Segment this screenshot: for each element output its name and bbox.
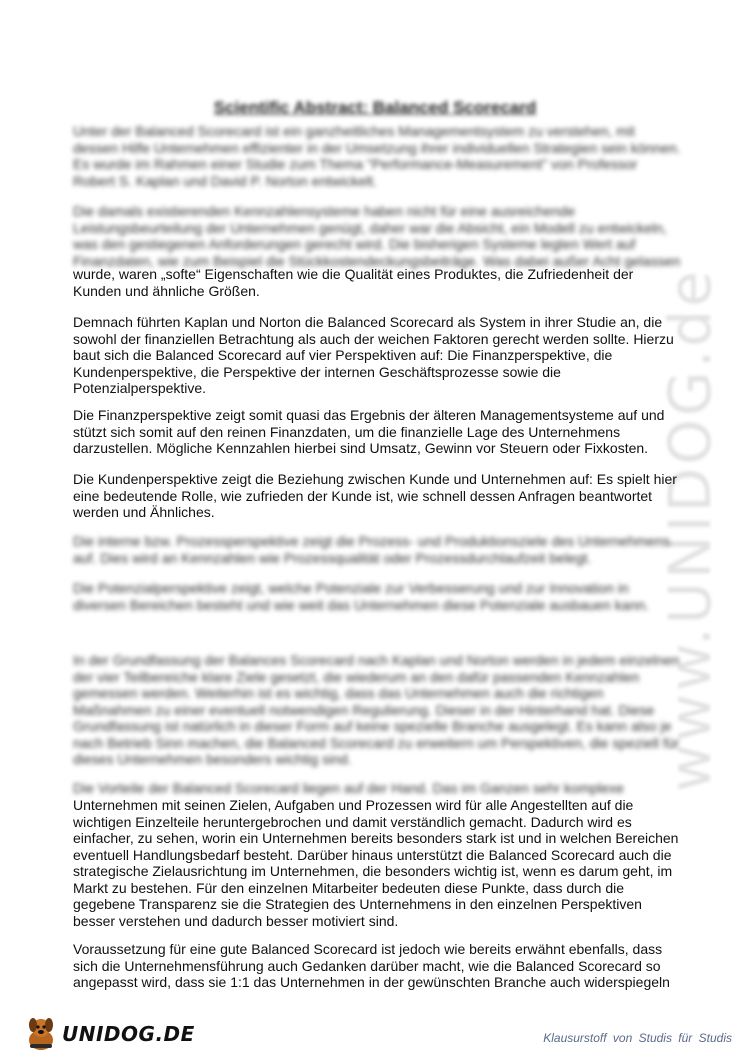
paragraph-kennzahlensysteme: Die damals existierenden Kennzahlensysteme haben nicht für eine ausreichende Leistungsbeurteilung der Unternehmen genügt, daher war die Absicht, ein Modell zu entwickeln, was den gestiegenen Anforderungen gerecht wird. Die bisherigen Systeme legten Wert auf Finanzdaten, wie zum Beispiel die Stückkostendeckungsbeiträge. Was dabei außer Acht gelassen (73, 203, 681, 269)
paragraph-vorteile-intro: Die Vorteile der Balanced Scorecard liegen auf der Hand. Das im Ganzen sehr komplexe (73, 780, 624, 796)
logo-text: UNIDOG.DE (62, 1022, 195, 1046)
paragraph-finanzperspektive: Die Finanzperspektive zeigt somit quasi das Ergebnis der älteren Managementsysteme auf und stützt sich somit auf den reinen Finanzdaten, um die finanzielle Lage des Unternehmens darzustellen. Mögliche Kennzahlen hierbei sind Umsatz, Gewinn vor Steuern oder Fixkosten. (73, 407, 665, 456)
footer-tagline: Klausurstoff von Studis für Studis (543, 1031, 732, 1045)
paragraph-kundenperspektive: Die Kundenperspektive zeigt die Beziehung zwischen Kunde und Unternehmen auf: Es spielt hier eine bedeutende Rolle, wie zufrieden der Kunde ist, wie schnell dessen Anfragen beantwortet werden und Ähnliches. (73, 471, 677, 520)
paragraph-softe-eigenschaften: wurde, waren „softe“ Eigenschaften wie die Qualität eines Produktes, die Zufriedenheit der Kunden und ähnliche Größen. (73, 266, 634, 299)
document-title: Scientific Abstract: Balanced Scorecard (213, 98, 537, 118)
footer-logo (24, 1014, 195, 1054)
paragraph-intro: Unter der Balanced Scorecard ist ein ganzheitliches Managementsystem zu verstehen, mit dessen Hilfe Unternehmen effizienter in der Umsetzung ihrer individuellen Strategien sein können. Es wurde im Rahmen einer Studie zum Thema "Performance-Measurement" von Professor Robert S. Kaplan und David P. Norton entwickelt. (73, 123, 681, 189)
paragraph-vorteile: Unternehmen mit seinen Zielen, Aufgaben und Prozessen wird für alle Angestellten auf die wichtigen Einzelteile heruntergebrochen und damit verständlich gemacht. Dadurch wird es einfacher, zu sehen, worin ein Unternehmen bereits besonders stark ist und in welchen Bereichen eventuell Handlungsbedarf besteht. Darüber hinaus unterstützt die Balanced Scorecard auch die strategische Zielausrichtung im Unternehmen, die besonders wichtig ist, wenn es darum geht, im Markt zu bestehen. Für den einzelnen Mitarbeiter bedeuten diese Punkte, dass durch die gegebene Transparenz sie die Strategien des Unternehmens in den einzelnen Perspektiven besser verstehen und dadurch besser motiviert sind. (73, 797, 679, 929)
paragraph-potenzialperspektive: Die Potenzialperspektive zeigt, welche Potenziale zur Verbesserung und zur Innovation in diversen Bereichen besteht und wie weit das Unternehmen diese Potenziale ausbauen kann. (73, 580, 649, 613)
paragraph-grundfassung: In der Grundfassung der Balances Scorecard nach Kaplan und Norton werden in jedem einzelnen der vier Teilbereiche klare Ziele gesetzt, die wiederum an den dafür passenden Kennzahlen gemessen werden. Weiterhin ist es wichtig, dass das Unternehmen auch die richtigen Maßnahmen zu einer eventuell notwendigen Regulierung. Dieser in der Hinterhand hat. Diese Grundfassung ist natürlich in dieser Form auf keine spezielle Branche ausgelegt. Es kann also je nach Betrieb Sinn machen, die Balanced Scorecard zu erweitern um Perspektiven, die speziell für dieses Unternehmen besonders wichtig sind. (73, 652, 680, 767)
paragraph-prozessperspektive: Die interne bzw. Prozessperspektive zeigt die Prozess- und Produktionsziele des Unternehmens auf. Dies wird an Kennzahlen wie Prozessqualität oder Prozessdurchlaufzeit belegt. (73, 533, 670, 566)
watermark-text: www.UNIDOG.de (656, 268, 724, 792)
paragraph-vier-perspektiven: Demnach führten Kaplan und Norton die Balanced Scorecard als System in ihrer Studie an, die sowohl der finanziellen Betrachtung als auch der weichen Faktoren gerecht werden sollte. Hierzu baut sich die Balanced Scorecard auf vier Perspektiven auf: Die Finanzperspektive, die Kundenperspektive, die Perspektive der internen Geschäftsprozesse sowie die Potenzialperspektive. (73, 314, 674, 396)
paragraph-voraussetzung: Voraussetzung für eine gute Balanced Scorecard ist jedoch wie bereits erwähnt ebenfalls, dass sich die Unternehmensführung auch Gedanken darüber macht, wie die Balanced Scorecard so angepasst wird, dass sie 1:1 das Unternehmen in der gewünschten Branche auch widerspiegeln (73, 941, 670, 990)
dog-mascot-icon (24, 1016, 58, 1052)
